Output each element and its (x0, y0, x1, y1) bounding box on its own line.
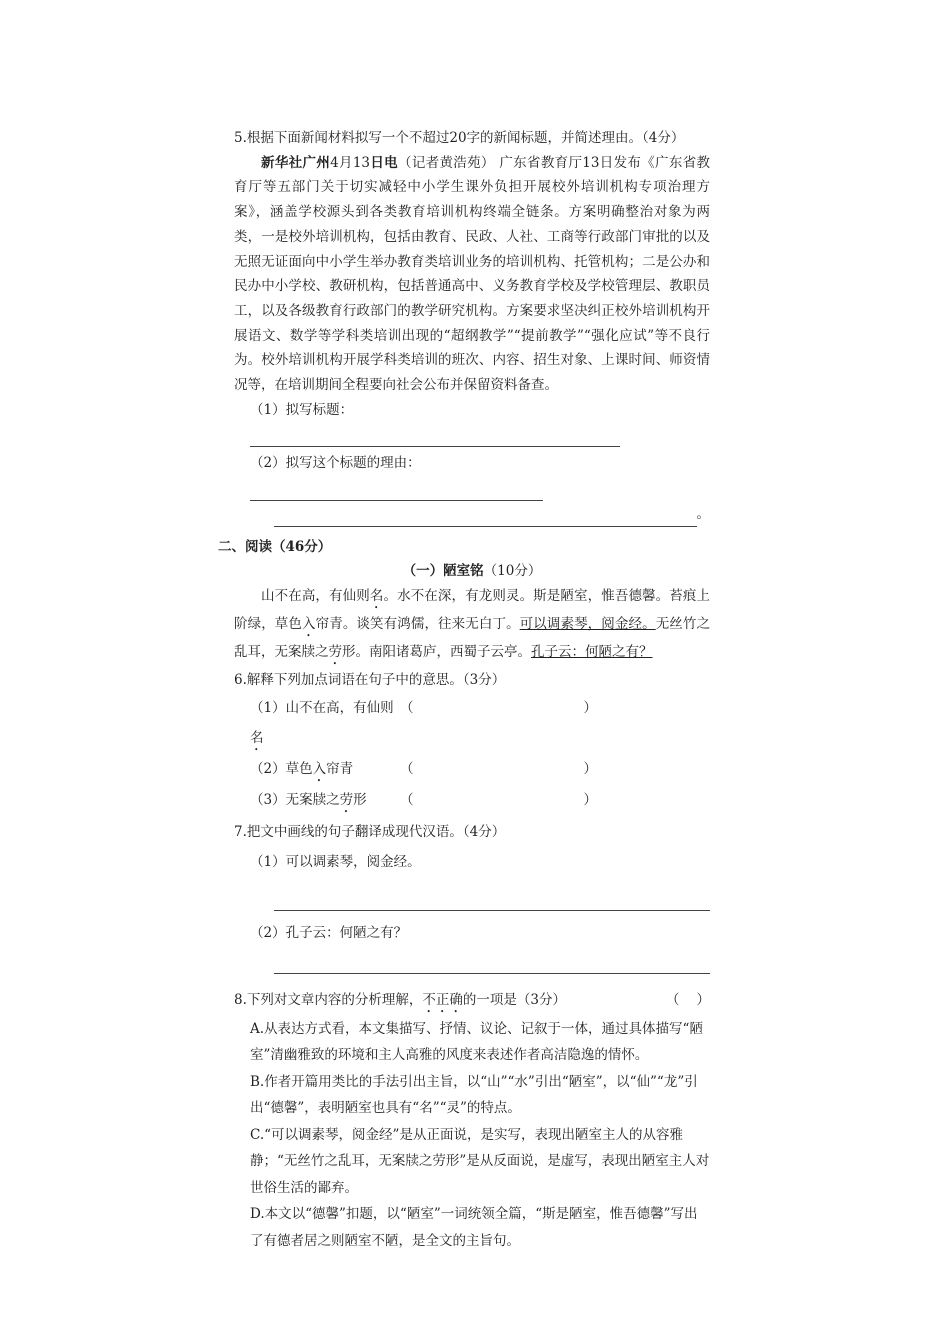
q6-close-paren: ） (583, 699, 597, 716)
q6-answer-blank[interactable] (414, 754, 584, 785)
q6-item-text: （1）山不在高，有仙则 (250, 699, 394, 716)
passage-loushiming (234, 584, 710, 668)
part-one-title-score: （10分） (483, 563, 542, 580)
news-dateline-suffix: 日电 (370, 154, 398, 171)
passage-text: 无丝竹之乱耳，无案牍之 (234, 615, 711, 660)
q6-open-paren: （ (400, 760, 414, 777)
q6-close-paren: ） (583, 791, 597, 808)
passage-text: 。水不在深，有龙则灵。斯是陋室，惟吾德馨。苔痕上阶绿，草色 (234, 587, 710, 632)
q6-open-paren: （ (400, 699, 414, 716)
q6-item (250, 754, 710, 785)
q6-item-dot-word: 劳 (339, 791, 354, 808)
q8-option-b: B.作者开篇用类比的手法引出主旨，以“山”“水”引出“陋室”，以“仙”“龙”引出“德馨”，表明陋室也具有“名”“灵”的特点。 (250, 1073, 698, 1117)
q7-sub2: （2）孔子云：何陋之有？ (250, 925, 408, 942)
q5-sub1 (234, 398, 710, 447)
q8-answer-paren[interactable]: （ ） (665, 991, 710, 1008)
title-answer-line[interactable] (250, 432, 620, 447)
q7-stem: 7.把文中画线的句子翻译成现代汉语。（4分） (234, 823, 506, 840)
news-dateline: 新华社广州 (261, 154, 331, 171)
reason-answer-line-2[interactable] (274, 512, 697, 527)
q5-stem: 5.根据下面新闻材料拟写一个不超过20字的新闻标题，并简述理由。（4分） (234, 130, 685, 146)
passage-text: 形。南阳诸葛庐，西蜀子云亭。 (342, 643, 531, 660)
q6-stem: 6.解释下列加点词语在句子中的意思。（3分） (234, 671, 506, 688)
question-7 (234, 820, 710, 974)
passage-dot-word: 名 (369, 587, 384, 604)
q6-item-text: 形 (353, 791, 367, 808)
passage-text: 山不在高，有仙则 (261, 587, 370, 604)
q6-item-dot-word: 名 (250, 729, 264, 746)
q6-item-text: （3）无案牍之 (250, 791, 340, 808)
q8-option-c: C.“可以调素琴，阅金经”是从正面说，是实写，表现出陋室主人的从容雅静；“无丝竹之乱耳，无案牍之劳形”是从反面说，是虚写，表现出陋室主人对世俗生活的鄙弃。 (250, 1126, 710, 1196)
q5-end-mark: 。 (696, 505, 710, 522)
q5-sub2-label: （2）拟写这个标题的理由： (250, 455, 421, 472)
section-reading-heading: 二、阅读（46分） (218, 538, 332, 555)
passage-underlined-sentence: 孔子云：何陋之有？ (531, 643, 653, 660)
q6-open-paren: （ (400, 791, 414, 808)
reason-answer-line-2-row (274, 501, 710, 527)
q8-option-a: A.从表达方式看，本文集描写、抒情、议论、记叙于一体，通过具体描写“陋室”清幽雅致的环境和主人高雅的风度来表述作者高洁隐逸的情怀。 (250, 1020, 703, 1064)
question-6 (234, 668, 710, 816)
passage-dot-word: 入 (302, 615, 316, 632)
question-8 (234, 988, 710, 1255)
reason-answer-line[interactable] (250, 486, 543, 501)
passage-dot-word: 劳 (328, 643, 342, 660)
question-5 (234, 126, 710, 527)
part-one-title-name: （一）陋室铭 (402, 563, 484, 580)
news-material (234, 151, 710, 398)
q5-sub1-label: （1）拟写标题： (250, 401, 354, 418)
q7-sub1: （1）可以调素琴，阅金经。 (250, 854, 421, 871)
q7-answer-line-2[interactable] (274, 972, 710, 974)
q6-close-paren: ） (583, 760, 597, 777)
q8-stem-text: 8.下列对文章内容的分析理解， (234, 991, 423, 1008)
q6-item-text: 帘青 (326, 760, 354, 777)
passage-text: 帘青。谈笑有鸿儒，往来无白丁。 (315, 615, 520, 632)
q6-item (250, 785, 710, 816)
news-body: 广东省教育厅13日发布《广东省教育厅等五部门关于切实减轻中小学生课外负担开展校外培训机构专项治理方案》，涵盖学校源头到各类教育培训机构终端全链条。方案明确整治对象为两类，一是校外培训机构，包括由教育、民政、人社、工商等行政部门审批的以及无照无证面向中小学生举办教育类培训业务的培训机构、托管机构；二是公办和民办中小学校、教研机构，包括普通高中、义务教育学校及学校管理层、教职员工，以及各级教育行政部门的教学研究机构。方案要求坚决纠正校外培训机构开展语文、数学等学科类培训出现的“超纲教学”“提前教学”“强化应试”等不良行为。校外培训机构开展学科类培训的班次、内容、招生对象、上课时间、师资情况等，在培训期间全程要向社会公布并保留资料备查。 (234, 154, 711, 394)
q6-answer-blank[interactable] (414, 693, 584, 754)
news-date: 4月13 (330, 154, 371, 171)
q6-answer-blank[interactable] (414, 785, 584, 816)
q6-item (250, 693, 710, 754)
q8-stem-dot-word: 不正确 (422, 991, 463, 1008)
q8-stem-row (234, 988, 710, 1016)
q6-item-dot-word: 入 (312, 760, 327, 777)
q8-stem (234, 988, 566, 1016)
news-reporter: （记者黄浩苑） (398, 154, 495, 171)
q8-option-d: D.本文以“德馨”扣题，以“陋室”一词统领全篇，“斯是陋室，惟吾德馨”写出了有德者居之则陋室不陋，是全文的主旨句。 (250, 1206, 698, 1249)
q6-item-text: （2）草色 (250, 760, 313, 777)
q8-stem-text: 的一项是（3分） (462, 991, 566, 1008)
passage-underlined-sentence: 可以调素琴，阅金经。 (519, 615, 656, 632)
q5-sub2 (234, 451, 710, 500)
exam-page (218, 126, 711, 1254)
q6-items (234, 693, 710, 816)
part-one-title (234, 559, 710, 584)
